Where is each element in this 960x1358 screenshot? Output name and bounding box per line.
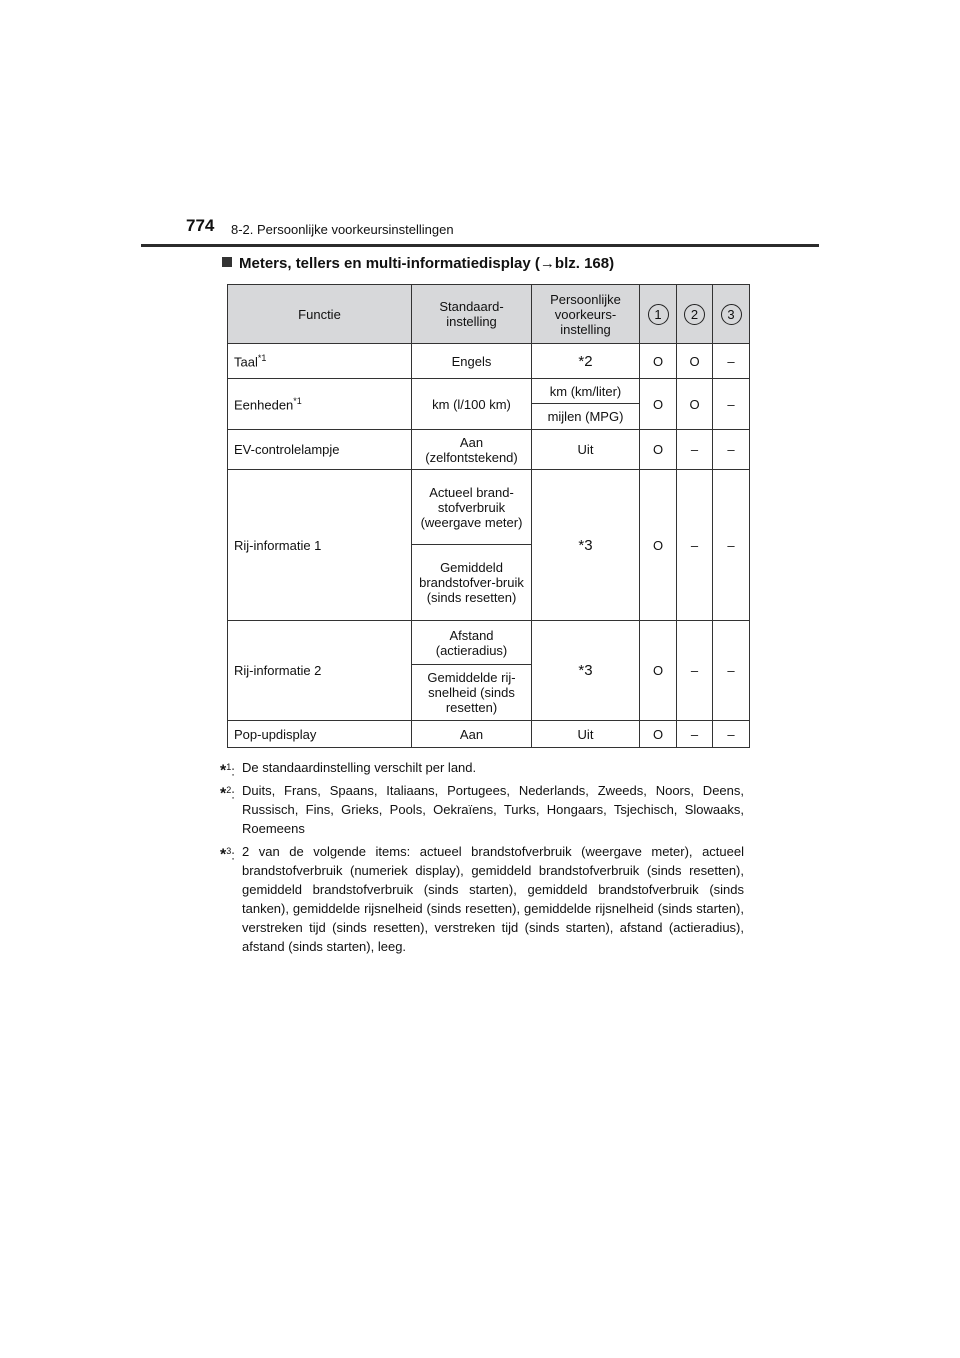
footnote-1 — [220, 758, 744, 780]
cell-col-3: – — [713, 344, 750, 379]
header-col-2 — [677, 285, 713, 344]
header-functie: Functie — [228, 285, 412, 344]
cell-standaard: Afstand (actieradius) — [412, 621, 532, 665]
header-persoonlijk: Persoonlijke voorkeurs-instelling — [532, 285, 640, 344]
cell-functie: EV-controlelampje — [228, 430, 412, 470]
cell-standaard: km (l/100 km) — [412, 379, 532, 430]
circled-3-icon: 3 — [721, 304, 742, 325]
footnote-text: 2 van de volgende items: actueel brandstofverbruik (weergave meter), actueel brandstofverbruik (numeriek display), gemiddeld brandstofverbruik (sinds resetten), gemiddeld brandstofverbruik (sinds starten), gemiddeld brandstofverbruik (sinds tanken), gemiddelde rijsnelheid (sinds resetten), gemiddelde rijsnelheid (sinds starten), verstreken tijd (sinds resetten), verstreken tijd (sinds starten), afstand (actieradius), afstand (sinds starten), leeg. — [242, 844, 744, 954]
footnote-mark: *$^1$: — [220, 762, 235, 780]
footnote-2 — [220, 781, 744, 838]
section-heading — [222, 255, 614, 272]
footnote-mark: *$^3$: — [220, 846, 235, 864]
cell-standaard: Aan — [412, 721, 532, 748]
cell-persoonlijk: Uit — [532, 721, 640, 748]
cell-persoonlijk: km (km/liter) — [532, 379, 640, 404]
footnote-3 — [220, 842, 744, 956]
cell-col-2: – — [677, 430, 713, 470]
header-col-3 — [713, 285, 750, 344]
header-divider — [141, 244, 819, 247]
cell-col-2: O — [677, 344, 713, 379]
table-header-row — [228, 285, 750, 344]
cell-col-1: O — [640, 470, 677, 621]
cell-col-2: – — [677, 621, 713, 721]
table-row — [228, 470, 750, 545]
header-standaard: Standaard-instelling — [412, 285, 532, 344]
footnote-mark: *$^2$: — [220, 785, 235, 803]
cell-functie: Taal$^{*1}$ — [228, 344, 412, 379]
table-row — [228, 621, 750, 665]
circled-1-icon: 1 — [648, 304, 669, 325]
cell-col-1: O — [640, 430, 677, 470]
table-row — [228, 379, 750, 404]
cell-col-3: – — [713, 430, 750, 470]
cell-persoonlijk: *2 — [532, 344, 640, 379]
section-title: 8-2. Persoonlijke voorkeursinstellingen — [231, 222, 454, 237]
cell-standaard: Aan (zelfontstekend) — [412, 430, 532, 470]
cell-col-3: – — [713, 621, 750, 721]
cell-col-3: – — [713, 379, 750, 430]
cell-functie: Pop-updisplay — [228, 721, 412, 748]
cell-col-2: – — [677, 470, 713, 621]
square-bullet-icon — [222, 257, 232, 267]
heading-page-ref[interactable]: blz. 168) — [554, 255, 615, 272]
cell-functie: Rij-informatie 1 — [228, 470, 412, 621]
table-row — [228, 344, 750, 379]
cell-col-3: – — [713, 721, 750, 748]
footnote-text: De standaardinstelling verschilt per land. — [242, 760, 477, 775]
cell-persoonlijk: Uit — [532, 430, 640, 470]
cell-persoonlijk: *3 — [532, 470, 640, 621]
cell-standaard: Gemiddeld brandstofver-bruik (sinds resetten) — [412, 545, 532, 621]
cell-standaard: Gemiddelde rij-snelheid (sinds resetten) — [412, 665, 532, 721]
cell-functie: Rij-informatie 2 — [228, 621, 412, 721]
table-row — [228, 430, 750, 470]
table-row — [228, 721, 750, 748]
header-col-1 — [640, 285, 677, 344]
cell-col-3: – — [713, 470, 750, 621]
cell-functie: Eenheden$^{*1}$ — [228, 379, 412, 430]
cell-col-1: O — [640, 621, 677, 721]
settings-table — [227, 284, 750, 748]
cell-standaard: Engels — [412, 344, 532, 379]
cell-standaard: Actueel brand-stofverbruik (weergave meter) — [412, 470, 532, 545]
cell-persoonlijk: *3 — [532, 621, 640, 721]
arrow-icon: → — [539, 255, 555, 272]
footnote-text: Duits, Frans, Spaans, Italiaans, Portugees, Nederlands, Zweeds, Noors, Deens, Russisch, Fins, Grieks, Pools, Oekraïens, Turks, Hongaars, Tsjechisch, Slowaaks, Roemeens — [242, 783, 744, 836]
cell-persoonlijk: mijlen (MPG) — [532, 404, 640, 430]
footnotes — [220, 758, 744, 960]
circled-2-icon: 2 — [684, 304, 705, 325]
cell-col-1: O — [640, 344, 677, 379]
cell-col-1: O — [640, 379, 677, 430]
cell-col-2: O — [677, 379, 713, 430]
heading-text: Meters, tellers en multi-informatiedisplay ( — [239, 255, 540, 272]
page-number: 774 — [186, 216, 215, 235]
cell-col-1: O — [640, 721, 677, 748]
cell-col-2: – — [677, 721, 713, 748]
